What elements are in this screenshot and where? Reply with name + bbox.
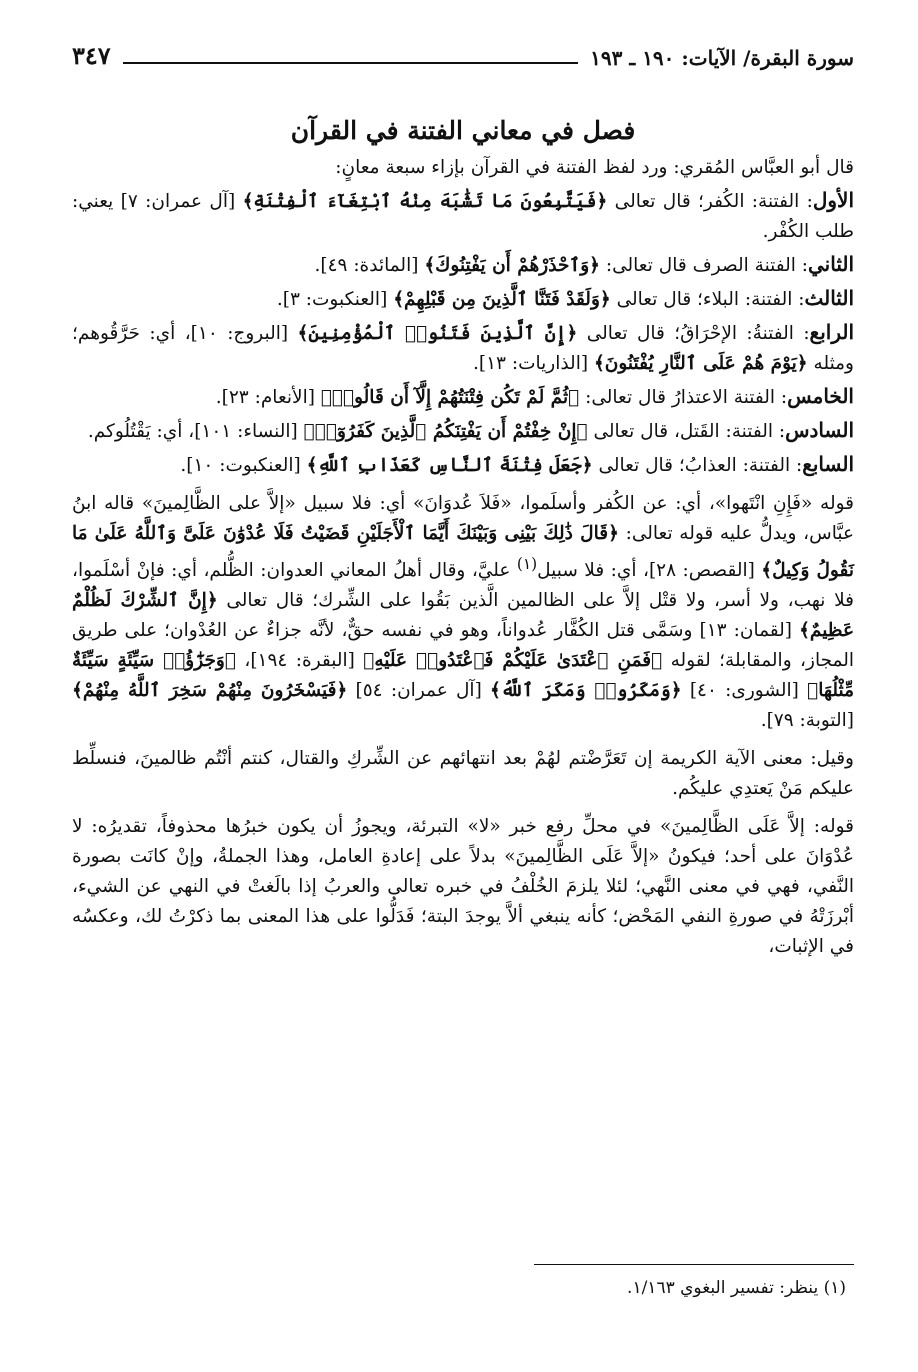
quran-verse: ﴿فَمَنِ ٱعْتَدَىٰ عَلَيْكُمْ فَٱعْتَدُوا۟ عَلَيْهِ﴾ — [363, 650, 663, 672]
meaning-text: : الفتنة الصرف قال تعالى: — [600, 255, 808, 276]
quran-verse: ﴿وَلَقَدْ فَتَنَّا ٱلَّذِينَ مِن قَبْلِهِمْ﴾ — [393, 289, 611, 310]
intro-paragraph: قال أبو العبَّاس المُقري: ورد لفظ الفتنة في القرآن بإزاء سبعة معانٍ: — [335, 157, 854, 178]
commentary-paragraph-2: وقيل: معنى الآية الكريمة إن تَعَرَّضْتم لهُمْ بعد انتهائهم عن الشِّركِ والقتال، كنتم أنْتُم ظالمينَ، فنسلِّط عليكم مَنْ يَعتدِي عليكُم. — [72, 748, 854, 800]
meaning-text: [العنكبوت: ٣]. — [276, 289, 394, 310]
meaning-head: السابع — [802, 452, 854, 476]
meaning-text: : الفتنة: القَتل، قال تعالى — [587, 421, 786, 442]
meaning-head: الثالث — [804, 286, 854, 310]
meaning-text: [الأنعام: ٢٣]. — [215, 387, 321, 408]
meaning-7 — [72, 449, 854, 481]
commentary-text: [الشورى: ٤٠] — [681, 680, 808, 702]
meaning-text: : الفتنة: الكُفر؛ قال تعالى — [607, 191, 813, 212]
quran-verse: ﴿جَعَلَ فِتْنَةَ ٱلنَّاسِ كَعَذَابِ ٱللَّهِ﴾ — [306, 455, 593, 476]
commentary-paragraph-3: قوله: إلاَّ عَلَى الظَّالِمينَ» في محلِّ رفع خبر «لا» التبرئة، ويجوزُ أن يكون خبرُها محذوفاً، تقديرُه: لا عُدْوَانَ على أحد؛ فيكونُ «إلاَّ عَلَى الظَّالِمينَ» بدلاً على إعادةِ العامل، وهذا الجملةُ، وإنْ كانَت بصورة النَّفي، فهي في معنى النَّهي؛ لئلا يلزمَ الخُلْفُ في خبره تعالى والعربُ إذا بالَغتْ في النهي عن الشيء، أبْرزَتْهُ في صورةِ النفي المَحْض؛ كأنه ينبغي ألاَّ يوجدَ البتة؛ فَدَلُّوا على هذا المعنى بما ذكرْتُ لك، وعكسُه في الإثبات، — [72, 816, 854, 958]
quran-verse: ﴿فَيَسْخَرُونَ مِنْهُمْ سَخِرَ ٱللَّهُ مِنْهُمْ﴾ — [72, 680, 348, 702]
quran-verse: ﴿قَالَ ذَٰلِكَ بَيْنِى وَبَيْنَكَ أَيَّمَا ٱلْأَجَلَيْنِ قَضَيْتُ فَلَا عُدْوَٰنَ عَلَىَّ وَٱللَّهُ عَلَىٰ مَا نَقُولُ وَكِيلٌ﴾ — [72, 523, 854, 582]
commentary-text: [القصص: ٢٨]، أي: فلا سبيل — [537, 560, 762, 582]
meaning-head: السادس — [785, 418, 854, 442]
meaning-6 — [72, 415, 854, 447]
footnote-marker[interactable]: (١) — [516, 555, 538, 573]
meaning-head: الخامس — [787, 384, 854, 408]
running-title: سورة البقرة/ الآيات: ١٩٠ ـ ١٩٣ — [590, 46, 854, 70]
meaning-5 — [72, 381, 854, 413]
meaning-text: [الذاريات: ١٣]. — [472, 353, 594, 374]
meaning-text: : الفتنة: البلاء؛ قال تعالى — [610, 289, 805, 310]
quran-verse: ﴿إِنَّ ٱلَّذِينَ فَتَنُوا۟ ٱلْمُؤْمِنِينَ﴾ — [297, 323, 578, 344]
header-rule — [123, 62, 578, 64]
footnote: (١) ينظر: تفسير البغوي ١/١٦٣. — [627, 1278, 846, 1298]
meaning-head: الأول — [812, 188, 854, 212]
meaning-head: الرابع — [809, 320, 854, 344]
meaning-text: : الفتنة: العذابُ؛ قال تعالى — [592, 455, 803, 476]
running-header — [72, 36, 854, 70]
meaning-text: [آل عمران: ٧] يعني: طلب الكُفْر. — [72, 191, 854, 242]
quran-verse: ﴿فَيَتَّبِعُونَ مَا تَشَٰبَهَ مِنْهُ ٱبْتِغَآءَ ٱلْفِتْنَةِ﴾ — [242, 191, 608, 212]
quran-verse: ﴿وَٱحْذَرْهُمْ أَن يَفْتِنُوكَ﴾ — [424, 255, 600, 276]
meaning-text: [العنكبوت: ١٠]. — [180, 455, 307, 476]
meaning-2 — [72, 249, 854, 281]
quran-verse: ﴿يَوْمَ هُمْ عَلَى ٱلنَّارِ يُفْتَنُونَ﴾ — [593, 353, 808, 374]
meaning-text: : الفتنة الاعتذارُ قال تعالى: — [579, 387, 788, 408]
commentary-text: [البقرة: ١٩٤]، — [235, 650, 364, 672]
meaning-text: [النساء: ١٠١]، أي: يَقْتُلُوكم. — [87, 421, 304, 442]
meaning-1 — [72, 185, 854, 247]
meaning-4 — [72, 317, 854, 379]
quran-verse: ﴿إِنَّ ٱلشِّرْكَ لَظُلْمٌ عَظِيمٌ﴾ — [72, 590, 855, 642]
page-number: ٣٤٧ — [72, 41, 111, 70]
commentary-paragraph-1 — [72, 489, 854, 736]
commentary-text: [آل عمران: ٥٤] — [347, 680, 491, 702]
meaning-3 — [72, 283, 854, 315]
quran-verse: ﴿وَمَكَرُوا۟ وَمَكَرَ ٱللَّهُ﴾ — [490, 680, 682, 702]
meaning-head: الثاني — [807, 252, 854, 276]
commentary-text: قوله «فَإِنِ انْتَهوا»، أي: عن الكُفر وأسلَموا، «فَلاَ عُدوَانَ» أي: فلا سبيل «إلاَّ على الظَّالِمينَ» قاله ابنُ عبَّاس، ويدلُّ عليه قوله تعالى: — [72, 493, 854, 544]
commentary-text: [لقمان: ١٣] وسَمَّى قتل الكُفَّار عُدواناً، وهو في نفسه حقٌّ، لأنَّه جزاءٌ عن العُدْوان؛ على طريق المجاز، والمقابلة؛ لقوله — [72, 620, 854, 672]
commentary-text: عليَّ، وقال أهلُ المعاني العدوان: الظُّلم، أي: فإنْ أسْلَموا، فلا نهب، ولا أسر، ولا قتْل إلاَّ على الظالمين الَّذين بَقُوا على الشِّرك؛ قال تعالى — [72, 560, 854, 612]
commentary-text: [التوبة: ٧٩]. — [760, 710, 854, 732]
section-title: فصل في معاني الفتنة في القرآن — [290, 116, 636, 145]
body-text — [72, 153, 854, 962]
meaning-text: : الفتنةُ: الإحْرَاقُ؛ قال تعالى — [577, 323, 810, 344]
meaning-text: [البروج: ١٠]، أي: حَرَّقُوهم؛ ومثله — [72, 323, 854, 374]
quran-verse: ﴿وَجَزَٰٓؤُا۟ سَيِّئَةٍ سَيِّئَةٌ مِّثْلُهَا﴾ — [72, 650, 854, 702]
quran-verse: ﴿ثُمَّ لَمْ تَكُن فِتْنَتُهُمْ إِلَّآ أَن قَالُوا۟﴾ — [320, 387, 580, 408]
footnote-rule — [534, 1264, 854, 1265]
meaning-text: [المائدة: ٤٩]. — [314, 255, 425, 276]
quran-verse: ﴿إِنْ خِفْتُمْ أَن يَفْتِنَكُمُ ٱلَّذِينَ كَفَرُوٓا۟﴾ — [303, 421, 588, 442]
